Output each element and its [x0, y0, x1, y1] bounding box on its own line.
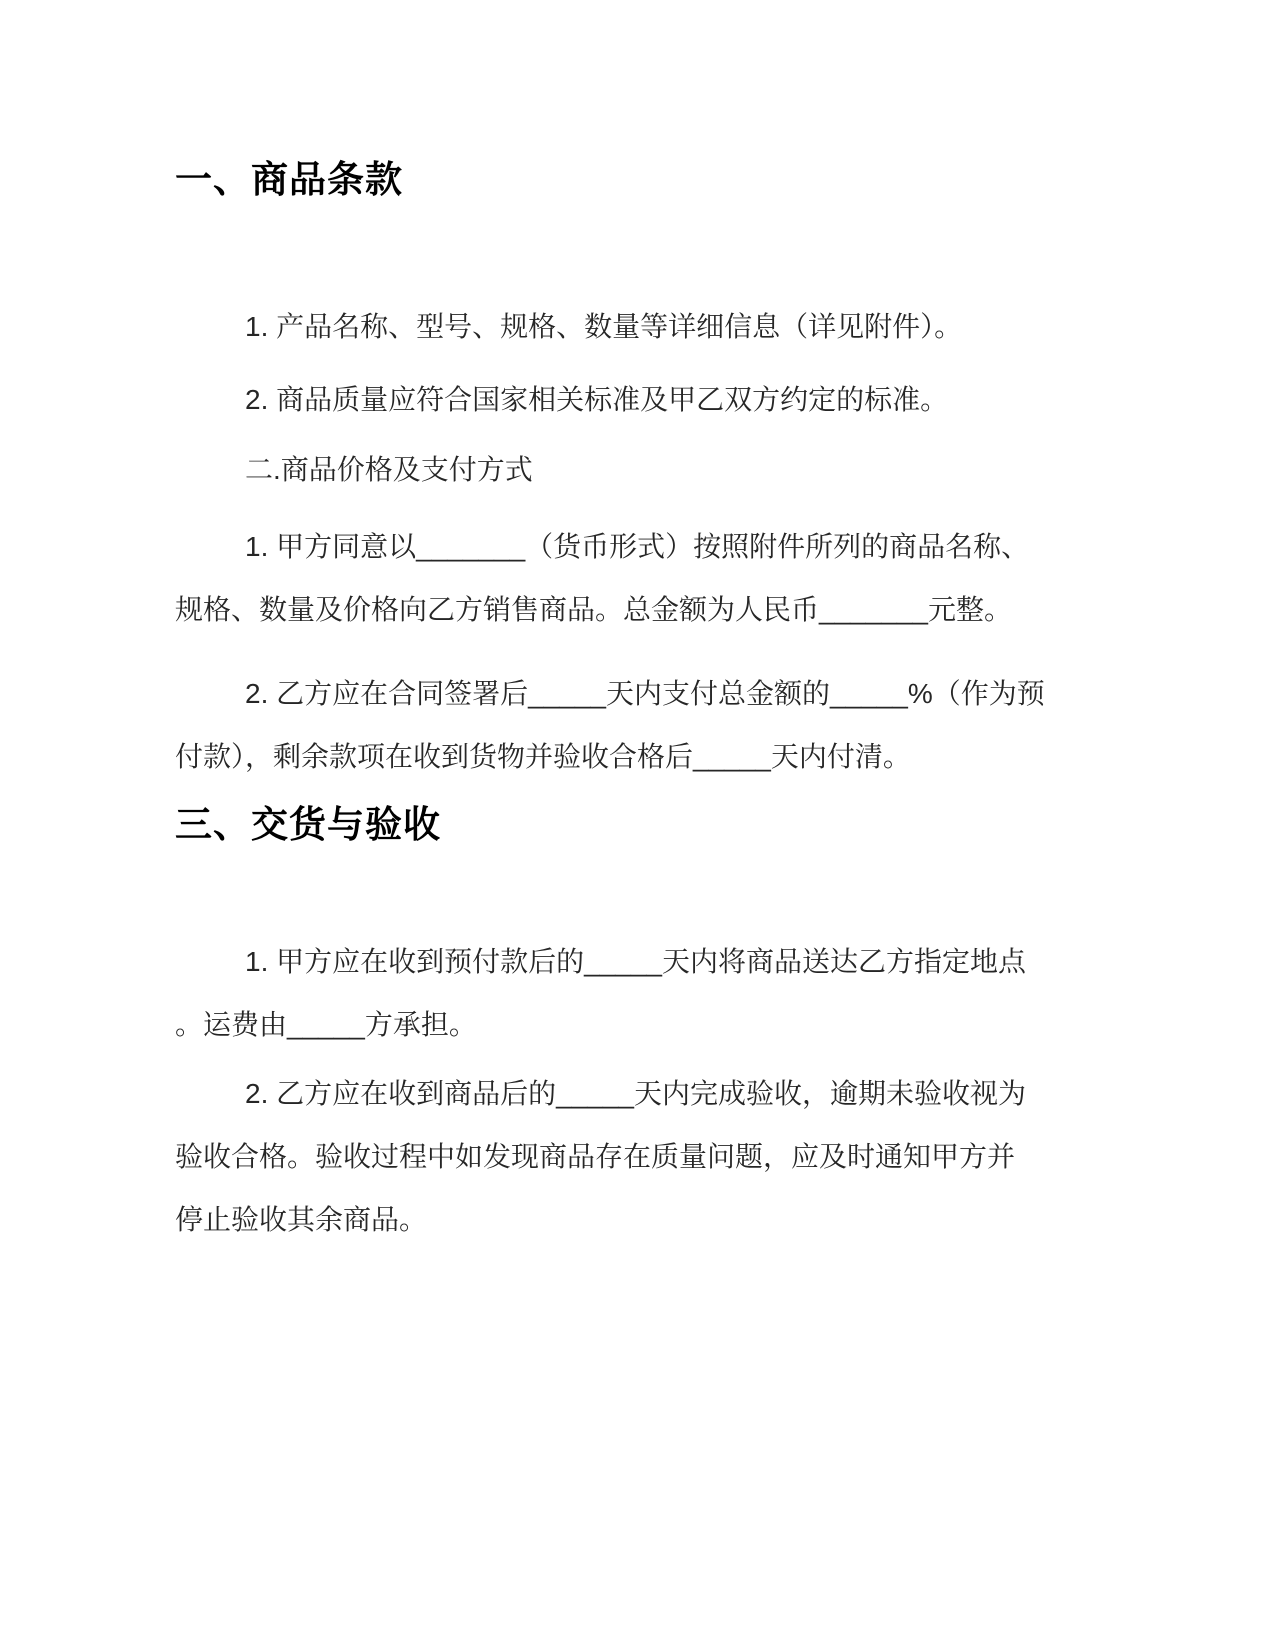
clause-delivery-freight	[175, 930, 1107, 1056]
clause-currency-total-amount	[175, 515, 1107, 641]
clause-line: 规格、数量及价格向乙方销售商品。总金额为人民币_______元整。	[175, 594, 1013, 625]
subheading-price-and-payment	[175, 438, 1107, 501]
clause-line: 停止验收其余商品。	[175, 1204, 428, 1235]
clause-line: 二.商品价格及支付方式	[245, 454, 533, 485]
clause-line: 付款），剩余款项在收到货物并验收合格后_____天内付清。	[175, 741, 911, 772]
clause-line: 验收合格。验收过程中如发现商品存在质量问题，应及时通知甲方并	[175, 1141, 1016, 1172]
clause-acceptance-inspection	[175, 1062, 1107, 1251]
clause-product-details	[175, 295, 1107, 358]
clause-line: 2. 乙方应在收到商品后的_____天内完成验收，逾期未验收视为	[245, 1078, 1026, 1109]
clause-line: 2. 乙方应在合同签署后_____天内支付总金额的_____%（作为预	[245, 678, 1045, 709]
clause-line: 。运费由_____方承担。	[175, 1009, 477, 1040]
clause-line: 1. 甲方同意以_______（货币形式）按照附件所列的商品名称、	[245, 531, 1030, 562]
clause-line: 1. 甲方应在收到预付款后的_____天内将商品送达乙方指定地点	[245, 946, 1026, 977]
clause-payment-schedule	[175, 662, 1107, 788]
clause-line: 1. 产品名称、型号、规格、数量等详细信息（详见附件）。	[245, 311, 963, 342]
section-heading-delivery-acceptance: 三、交货与验收	[175, 804, 441, 845]
clause-line: 2. 商品质量应符合国家相关标准及甲乙双方约定的标准。	[245, 384, 949, 415]
clause-quality-standard	[175, 368, 1107, 431]
section-heading-goods-terms: 一、商品条款	[175, 159, 403, 200]
